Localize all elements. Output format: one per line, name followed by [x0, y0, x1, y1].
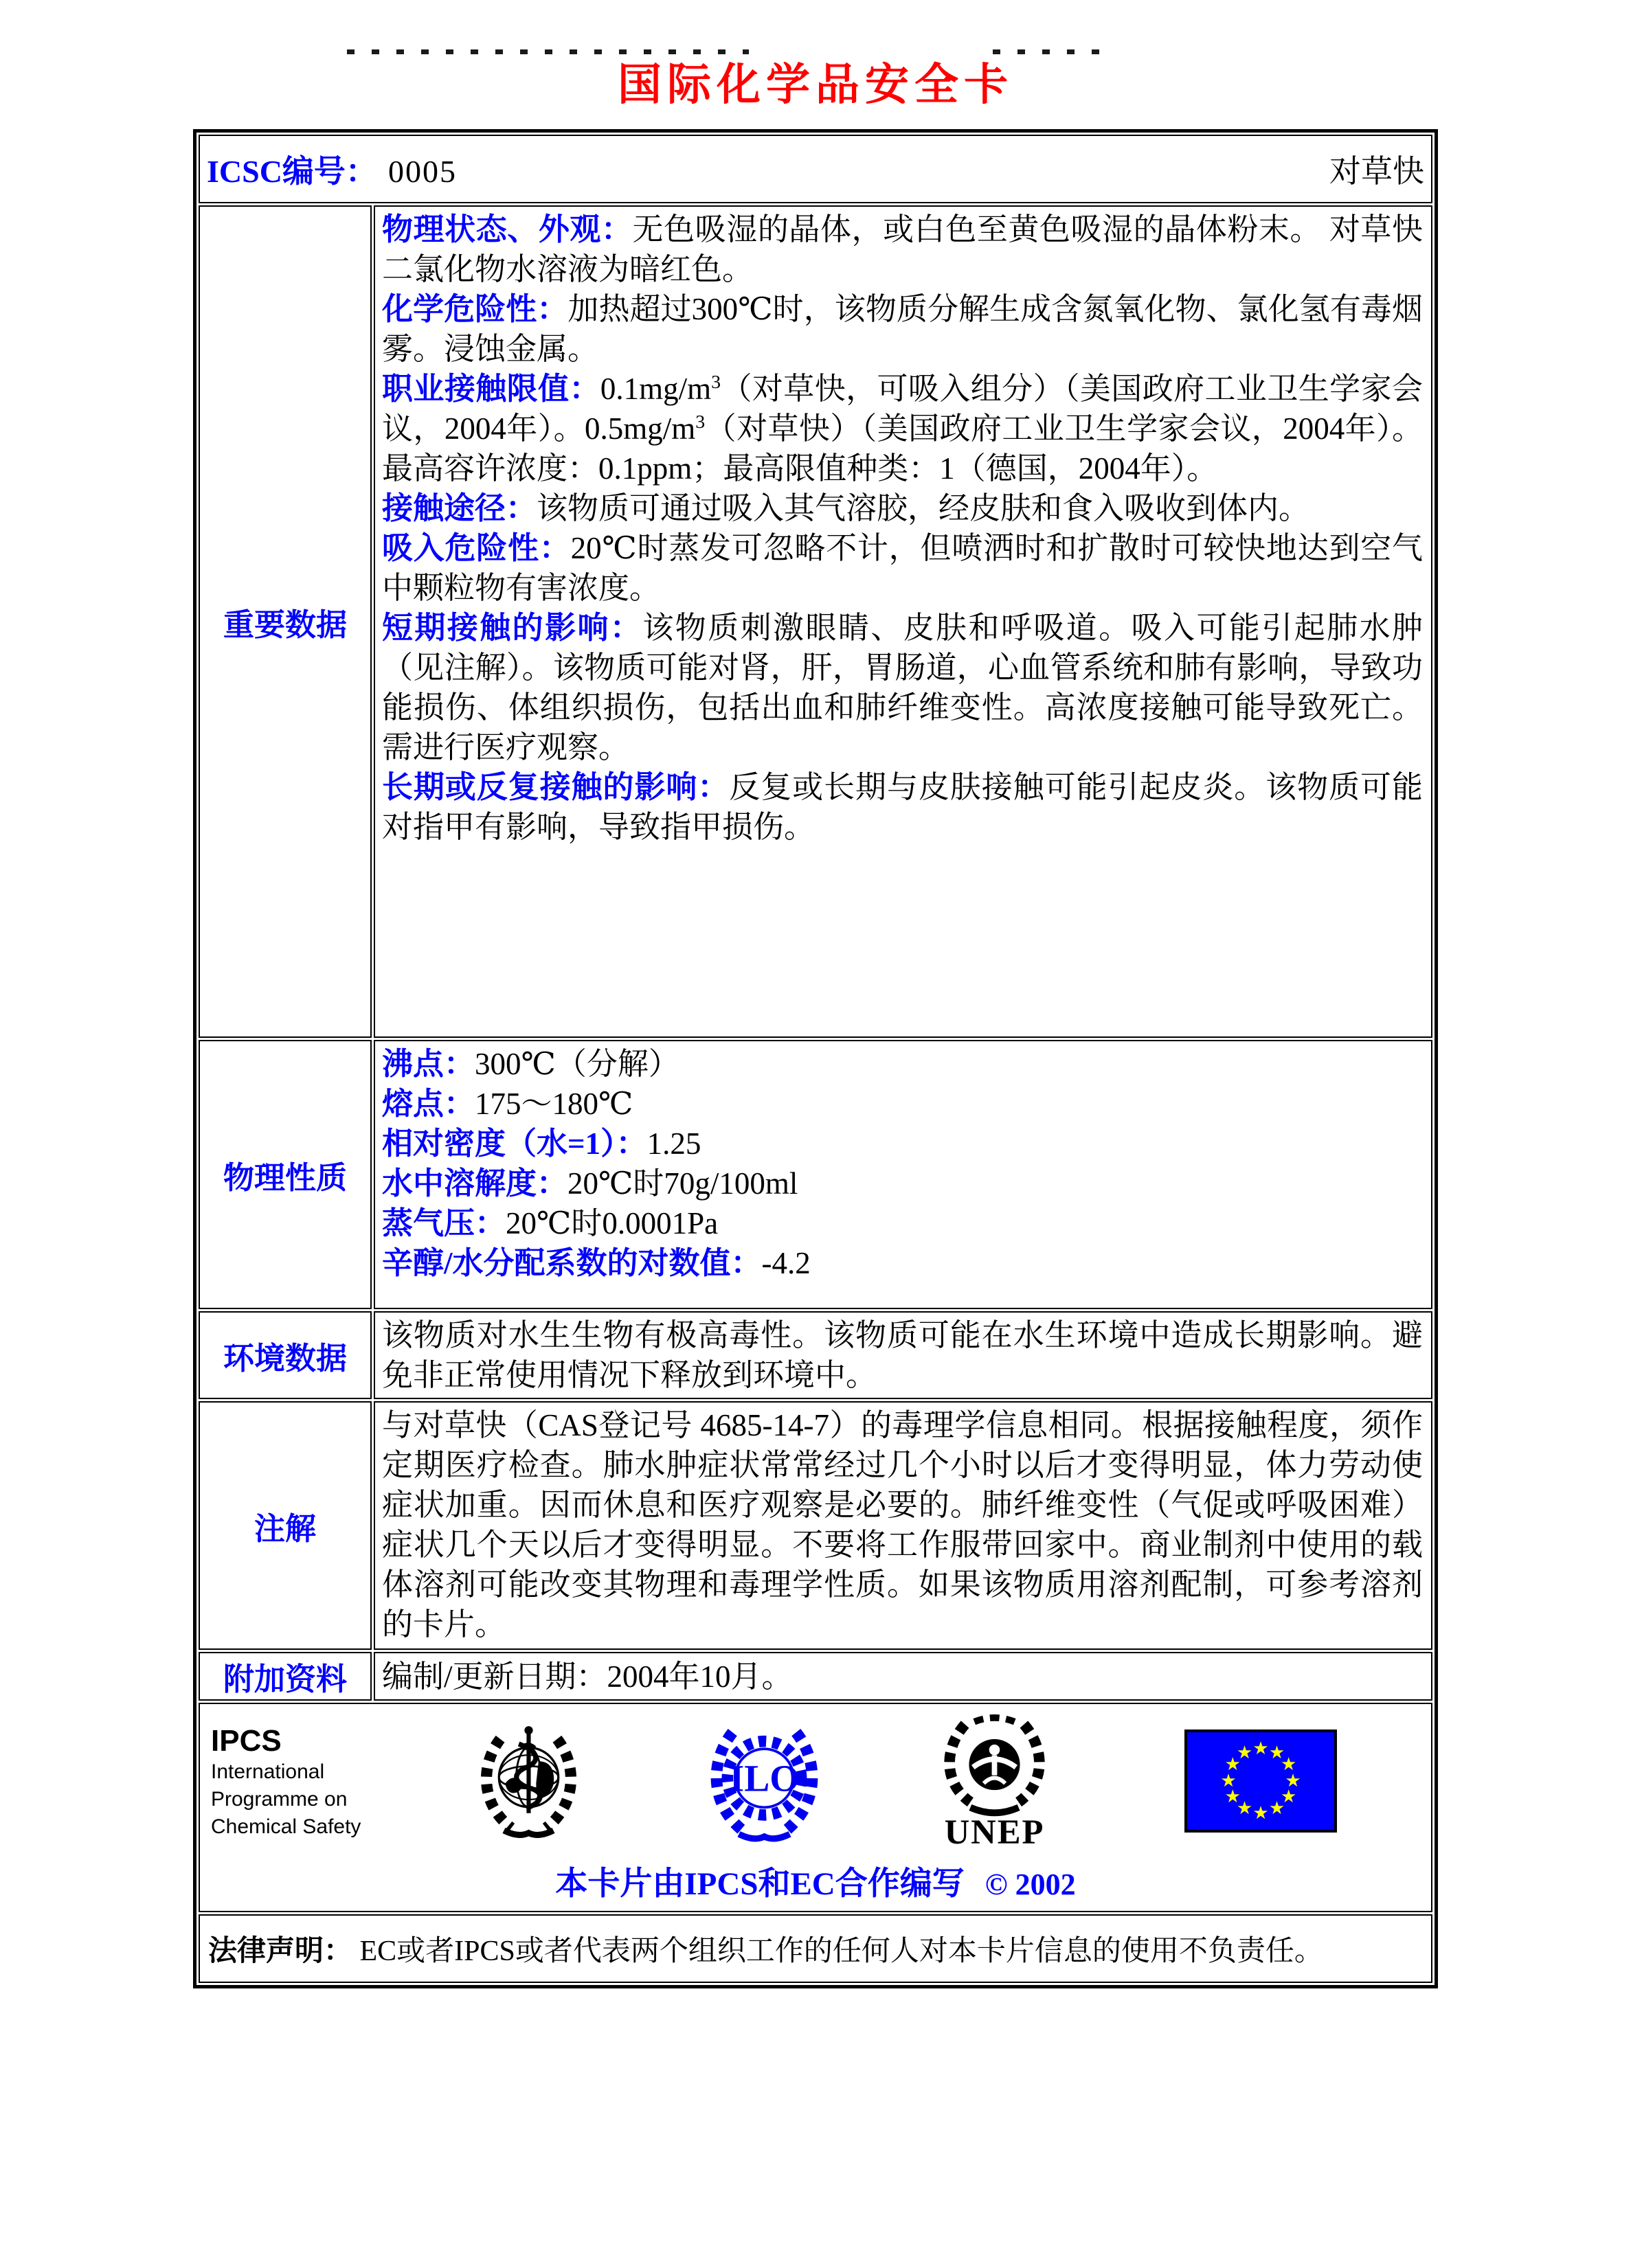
paragraph-label: 化学危险性：	[382, 292, 568, 326]
svg-text:★: ★	[1252, 1802, 1269, 1824]
legal-notice-label: 法律声明：	[208, 1934, 353, 1966]
physical-property-line	[382, 1124, 1423, 1164]
svg-text:★: ★	[1281, 1754, 1297, 1775]
caption-text: 本卡片由IPCS和EC合作编写	[555, 1866, 965, 1902]
property-value: 20℃时0.0001Pa	[506, 1206, 719, 1240]
important-data-paragraph: 化学危险性：加热超过300℃时，该物质分解生成含氮氧化物、氯化氢有毒烟雾。浸蚀金属。	[382, 292, 1423, 366]
section-label-notes: 注解	[199, 1401, 372, 1650]
svg-text:★: ★	[1236, 1798, 1253, 1819]
paragraph-label: 物理状态、外观：	[382, 212, 633, 247]
ipcs-text-block	[211, 1724, 396, 1841]
legal-notice-text: EC或者IPCS或者代表两个组织工作的任何人对本卡片信息的使用不负责任。	[359, 1936, 1323, 1967]
header-row	[199, 135, 1432, 203]
ipcs-acronym: IPCS	[211, 1724, 282, 1758]
environmental-data-content: 该物质对水生生物有极高毒性。该物质可能在水生环境中造成长期影响。避免非正常使用情况下释放到环境中。	[374, 1311, 1432, 1399]
clipped-top-text-fragment	[347, 49, 749, 54]
cooperation-caption	[211, 1858, 1420, 1904]
important-data-paragraph: 物理状态、外观：无色吸湿的晶体，或白色至黄色吸湿的晶体粉末。 对草快二氯化物水溶液为暗红色。	[382, 212, 1423, 286]
paragraph-label: 职业接触限值：	[382, 372, 600, 406]
paragraph-label: 接触途径：	[382, 491, 537, 525]
physical-property-line	[382, 1164, 1423, 1203]
property-label: 蒸气压：	[382, 1206, 506, 1240]
legal-row	[199, 1914, 1432, 1983]
property-label: 熔点：	[382, 1087, 475, 1121]
svg-text:★: ★	[1268, 1798, 1285, 1819]
ipcs-line: Chemical Safety	[211, 1815, 361, 1838]
physical-property-line	[382, 1243, 1423, 1283]
svg-text:★: ★	[1224, 1754, 1241, 1775]
ipcs-line: Programme on	[211, 1788, 348, 1811]
page-title: 国际化学品安全卡	[618, 60, 1013, 109]
svg-text:★: ★	[1220, 1770, 1237, 1791]
icsc-number-label: ICSC编号：	[207, 154, 377, 189]
notes-row	[199, 1401, 1432, 1650]
physical-properties-row	[199, 1040, 1432, 1309]
property-value: 20℃时70g/100ml	[567, 1166, 798, 1201]
physical-properties-content	[374, 1040, 1432, 1309]
ilo-logo-icon	[701, 1717, 828, 1848]
property-label: 沸点：	[382, 1047, 475, 1081]
property-label: 辛醇/水分配系数的对数值：	[382, 1246, 762, 1280]
physical-property-line	[382, 1044, 1423, 1084]
copyright-text: © 2002	[985, 1868, 1076, 1901]
section-label-physical-properties: 物理性质	[199, 1040, 372, 1309]
logos-row	[199, 1703, 1432, 1912]
notes-content: 与对草快（CAS登记号 4685-14-7）的毒理学信息相同。根据接触程度，须作定期医疗检查。肺水肿症状常常经过几个小时以后才变得明显，体力劳动使症状加重。因而休息和医疗观察是必要的。肺纤维变性（气促或呼吸困难）症状几个天以后才变得明显。不要将工作服带回家中。商业制剂中使用的载体溶剂可能改变其物理和毒理学性质。如果该物质用溶剂配制，可参考溶剂的卡片。	[374, 1401, 1432, 1650]
physical-property-line	[382, 1203, 1423, 1243]
icsc-document-page	[0, 49, 1631, 2268]
important-data-row	[199, 205, 1432, 1038]
property-value: 300℃（分解）	[475, 1047, 679, 1081]
additional-info-content: 编制/更新日期：2004年10月。	[374, 1652, 1432, 1701]
property-label: 水中溶解度：	[382, 1166, 568, 1201]
important-data-paragraph: 接触途径：该物质可通过吸入其气溶胶，经皮肤和食入吸收到体内。	[382, 491, 1310, 525]
svg-text:ILO: ILO	[729, 1758, 800, 1800]
eu-flag-icon	[1184, 1730, 1337, 1836]
icsc-number-value: 0005	[387, 154, 457, 189]
svg-text:★: ★	[1252, 1738, 1269, 1759]
environmental-data-row	[199, 1311, 1432, 1399]
paragraph-label: 短期接触的影响：	[382, 611, 643, 645]
clipped-top-text-fragment	[993, 49, 1116, 54]
important-data-content	[374, 205, 1432, 1038]
property-value: 175～180℃	[475, 1087, 633, 1121]
svg-text:★: ★	[1281, 1786, 1297, 1807]
physical-property-line	[382, 1084, 1423, 1124]
svg-text:★: ★	[1285, 1770, 1301, 1791]
who-logo-icon	[465, 1719, 592, 1846]
property-value: 1.25	[646, 1126, 701, 1161]
icsc-number-group	[207, 146, 457, 192]
important-data-paragraph: 长期或反复接触的影响：反复或长期与皮肤接触可能引起皮炎。该物质可能对指甲有影响，导致指甲损伤。	[382, 770, 1423, 844]
section-label-additional-info: 附加资料	[199, 1652, 372, 1701]
chemical-name: 对草快	[1329, 154, 1424, 189]
unep-logo-icon	[927, 1714, 1061, 1851]
icsc-card-table	[193, 129, 1438, 1988]
important-data-paragraph: 职业接触限值：$0.1mg/m^3$（对草快，可吸入组分）（美国政府工业卫生学家会议，2004年）。$0.5mg/m^3$（对草快）（美国政府工业卫生学家会议，2004年）。最高容许浓度：0.1ppm；最高限值种类：1（德国，2004年）。	[382, 372, 1423, 486]
svg-text:★: ★	[1268, 1742, 1285, 1763]
additional-info-row	[199, 1652, 1432, 1701]
svg-text:★: ★	[1224, 1786, 1241, 1807]
paragraph-label: 吸入危险性：	[382, 531, 571, 565]
important-data-paragraph: 吸入危险性：20℃时蒸发可忽略不计，但喷洒时和扩散时可较快地达到空气中颗粒物有害浓度。	[382, 531, 1423, 605]
property-value: -4.2	[761, 1246, 811, 1280]
important-data-paragraph: 短期接触的影响：该物质刺激眼睛、皮肤和呼吸道。吸入可能引起肺水肿（见注解）。该物质可能对肾，肝，胃肠道，心血管系统和肺有影响，导致功能损伤、体组织损伤，包括出血和肺纤维变性。高浓度接触可能导致死亡。需进行医疗观察。	[382, 611, 1423, 764]
ipcs-line: International	[211, 1760, 325, 1783]
section-label-environmental-data: 环境数据	[199, 1311, 372, 1399]
section-label-important-data: 重要数据	[199, 205, 372, 1038]
svg-text:★: ★	[1236, 1742, 1253, 1763]
paragraph-label: 长期或反复接触的影响：	[382, 770, 730, 804]
svg-text:UNEP: UNEP	[944, 1813, 1045, 1848]
property-label: 相对密度（水=1）：	[382, 1126, 647, 1161]
